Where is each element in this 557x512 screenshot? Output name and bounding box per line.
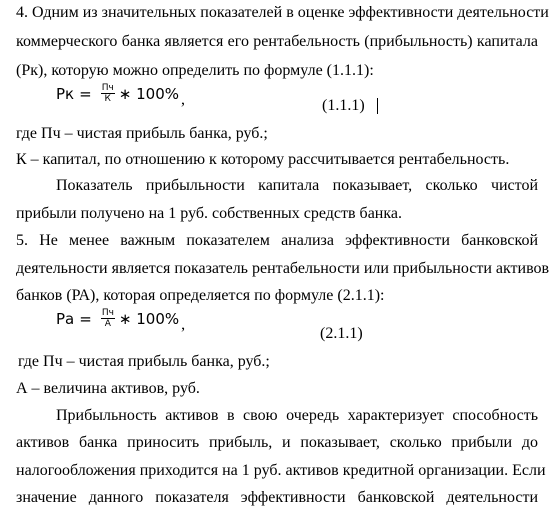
formula-roe — [56, 83, 186, 108]
formula-numerator: Пч — [101, 83, 114, 93]
text-line: (Рк), которую можно определить по формуле (1.1.1): — [16, 62, 374, 79]
text-line: коммерческого банка является его рентабельность (прибыльность) капитала — [16, 33, 538, 50]
text-line: где Пч – чистая прибыль банка, руб.; — [18, 353, 270, 370]
formula-rhs: ∗ 100% — [118, 84, 180, 103]
formula-equals: = — [79, 309, 92, 328]
text-line: деятельности является показатель рентабельности или прибыльности активов — [16, 260, 550, 277]
text-line: налогообложения приходится на 1 руб. активов кредитной организации. Если — [16, 462, 546, 479]
text-line: активов банка приносить прибыль, и показывает, сколько прибыли до — [16, 434, 538, 451]
formula-fraction — [101, 83, 115, 104]
text-line: 5. Не менее важным показателем анализа эффективности банковской — [16, 232, 538, 249]
text-line: банков (РА), которая определяется по формуле (2.1.1): — [16, 287, 385, 304]
text-line: Показатель прибыльности капитала показывает, сколько чистой — [56, 177, 538, 194]
formula-comma: , — [181, 90, 186, 108]
text-line: где Пч – чистая прибыль банка, руб.; — [16, 125, 268, 142]
text-line: Прибыльность активов в свою очередь характеризует способность — [56, 407, 538, 424]
formula-denominator: К — [104, 94, 111, 104]
formula-comma: , — [181, 315, 186, 333]
text-line: 4. Одним из значительных показателей в оценке эффективности деятельности — [16, 4, 549, 21]
formula-fraction — [101, 308, 115, 329]
text-line: К – капитал, по отношению к которому рассчитывается рентабельность. — [16, 151, 510, 168]
equation-number: (1.1.1) — [322, 97, 365, 114]
formula-numerator: Пч — [101, 308, 114, 318]
formula-lhs: Ра — [56, 309, 75, 328]
equation-number: (2.1.1) — [320, 325, 363, 342]
formula-denominator: А — [104, 319, 111, 329]
text-line: А – величина активов, руб. — [16, 380, 200, 397]
formula-roa — [56, 308, 186, 333]
text-line: прибыли получено на 1 руб. собственных средств банка. — [16, 205, 402, 222]
text-line: значение данного показателя эффективности банковской деятельности — [16, 489, 538, 506]
formula-equals: = — [79, 84, 92, 103]
formula-lhs: Рк — [56, 84, 75, 103]
formula-rhs: ∗ 100% — [118, 309, 180, 328]
text-cursor — [377, 98, 378, 114]
